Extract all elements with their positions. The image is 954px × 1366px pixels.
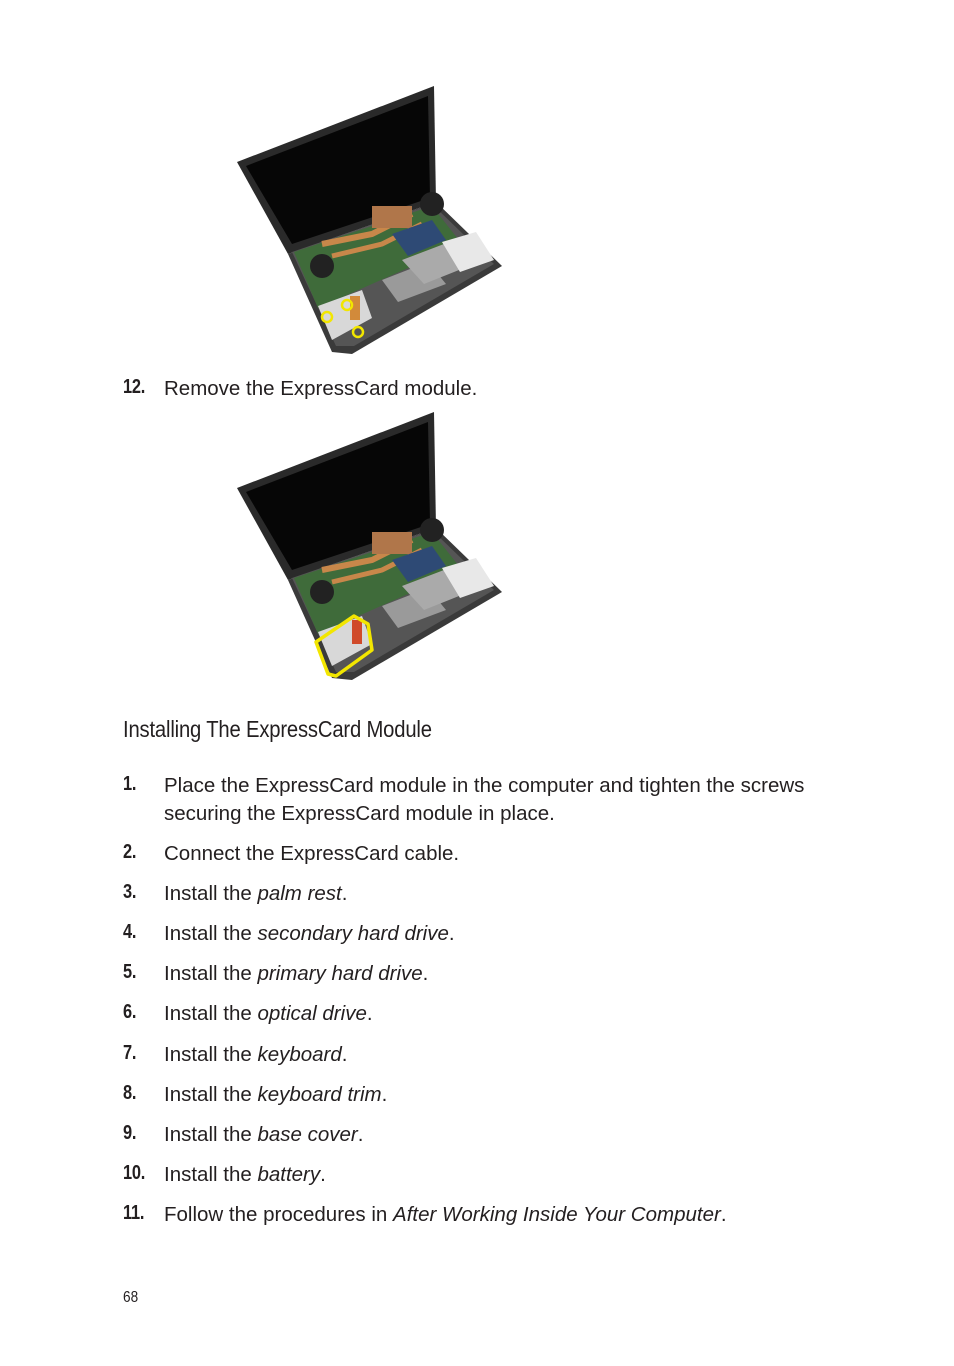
- step-number: 10.: [123, 1162, 146, 1184]
- step-number: 7.: [123, 1042, 137, 1064]
- step-text-part: Install the: [164, 1083, 258, 1106]
- step-text-part: .: [341, 882, 348, 905]
- page-number: 68: [123, 1289, 139, 1306]
- step-link[interactable]: optical drive: [257, 1002, 367, 1025]
- laptop-expresscard-figure: [232, 410, 507, 685]
- step-text-part: .: [720, 1203, 727, 1226]
- step-text-part: Install the: [164, 882, 258, 905]
- step-text: [164, 1000, 844, 1028]
- step-text-part: Place the ExpressCard module in the computer and tighten the screws securing the ExpressCard module in place.: [164, 774, 805, 825]
- step-text-part: .: [341, 1043, 348, 1066]
- step-text-part: Install the: [164, 1002, 258, 1025]
- step-link[interactable]: After Working Inside Your Computer: [393, 1203, 721, 1226]
- step-number: 9.: [123, 1122, 137, 1144]
- step-link[interactable]: secondary hard drive: [257, 922, 449, 945]
- step-text: [164, 840, 844, 868]
- section-title: Installing The ExpressCard Module: [123, 716, 432, 742]
- step-text: [164, 920, 844, 948]
- step-text-part: Install the: [164, 962, 258, 985]
- step-text-part: .: [357, 1123, 364, 1146]
- step-text: [164, 772, 824, 828]
- step-text-part: .: [320, 1163, 326, 1186]
- step-number: 4.: [123, 921, 137, 943]
- step-link[interactable]: palm rest: [257, 882, 342, 905]
- step-text: [164, 1201, 844, 1229]
- step-text-part: .: [448, 922, 455, 945]
- step-text-part: Connect the ExpressCard cable.: [164, 842, 460, 865]
- laptop-screws-figure: [232, 84, 507, 359]
- step-text-part: Install the: [164, 1123, 258, 1146]
- step-link[interactable]: primary hard drive: [257, 962, 423, 985]
- step-text-part: .: [422, 962, 429, 985]
- step-number: 5.: [123, 961, 137, 983]
- step-text: [164, 960, 844, 988]
- step-number: 8.: [123, 1082, 137, 1104]
- step-text-part: Install the: [164, 922, 258, 945]
- step-text: [164, 1081, 844, 1109]
- step-text-part: Install the: [164, 1043, 258, 1066]
- step-number: 3.: [123, 881, 137, 903]
- step-text: [164, 880, 844, 908]
- step-text-part: .: [381, 1083, 388, 1106]
- step-link[interactable]: keyboard: [257, 1043, 342, 1066]
- step-12-number: 12.: [123, 376, 146, 398]
- step-text: [164, 1161, 844, 1189]
- step-link[interactable]: base cover: [257, 1123, 358, 1146]
- step-text: [164, 1041, 844, 1069]
- step-12-text: Remove the ExpressCard module.: [164, 377, 478, 400]
- step-number: 6.: [123, 1001, 137, 1023]
- step-number: 11.: [123, 1202, 145, 1224]
- step-text-part: .: [366, 1002, 373, 1025]
- step-link[interactable]: battery: [257, 1163, 321, 1186]
- step-number: 2.: [123, 841, 137, 863]
- step-text-part: Follow the procedures in: [164, 1203, 394, 1226]
- step-text: [164, 1121, 844, 1149]
- step-text-part: Install the: [164, 1163, 258, 1186]
- step-link[interactable]: keyboard trim: [257, 1083, 382, 1106]
- step-number: 1.: [123, 773, 137, 795]
